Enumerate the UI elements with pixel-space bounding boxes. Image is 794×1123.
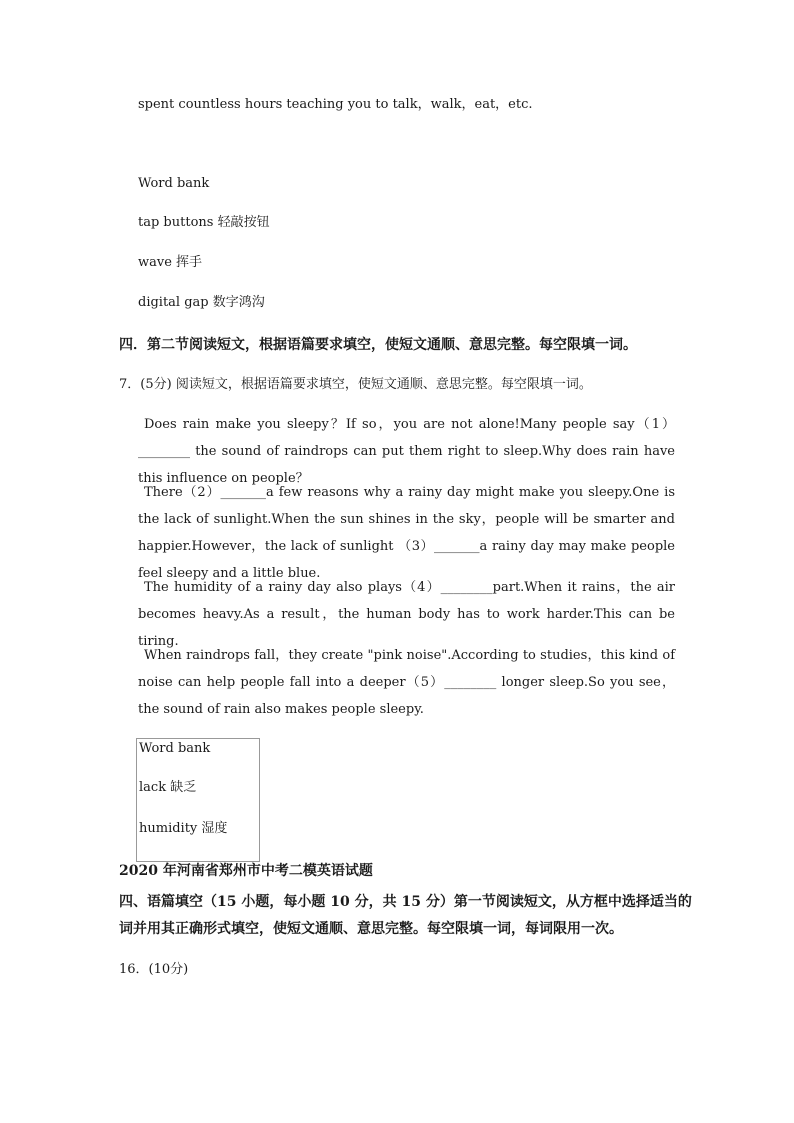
word-bank-item: tap buttons 轻敲按钮 — [138, 215, 270, 230]
passage-paragraph-2: There（2）_______a few reasons why a rainy day might make you sleepy.One is the lack of sunlight.When the sun shines in the sky，people will be smarter and happier.However，the lack of sunlight （3）_______a rainy day may make people feel sleepy and a little blue. — [138, 485, 675, 581]
intro-line: spent countless hours teaching you to talk，walk，eat，etc. — [138, 97, 533, 112]
word-bank-box — [136, 738, 260, 862]
word-bank-item: humidity 湿度 — [139, 821, 228, 836]
word-bank-item: wave 挥手 — [138, 255, 203, 270]
passage-paragraph-1: Does rain make you sleepy？If so，you are not alone!Many people say（1）________ the sound of raindrops can put them right to sleep.Why does rain have this influence on people？ — [138, 417, 675, 486]
question-16-label: 16．(10分) — [119, 962, 189, 977]
word-bank-item: digital gap 数字鸿沟 — [138, 295, 265, 310]
word-bank-title: Word bank — [138, 176, 210, 191]
passage-paragraph-3: The humidity of a rainy day also plays（4）________part.When it rains，the air becomes heavy.As a result，the human body has to work harder.This can be tiring. — [138, 580, 675, 649]
exam-instruction-line-1: 四、语篇填空（15 小题，每小题 10 分，共 15 分）第一节阅读短文，从方框中选择适当的 — [119, 894, 692, 910]
exam-instruction-line-2: 词并用其正确形式填空，使短文通顺、意思完整。每空限填一词，每词限用一次。 — [119, 921, 623, 937]
question-7-label: 7．(5分) 阅读短文，根据语篇要求填空，使短文通顺、意思完整。每空限填一词。 — [119, 377, 592, 392]
passage-paragraph-4: When raindrops fall，they create "pink noise".According to studies，this kind of noise can help people fall into a deeper（5）________ longer sleep.So you see，the sound of rain also makes people sleepy. — [138, 648, 675, 717]
word-bank-item: lack 缺乏 — [139, 780, 197, 795]
word-bank-title: Word bank — [139, 741, 211, 756]
exam-title: 2020 年河南省郑州市中考二模英语试题 — [119, 863, 373, 879]
section-heading: 四．第二节阅读短文，根据语篇要求填空，使短文通顺、意思完整。每空限填一词。 — [119, 337, 637, 353]
